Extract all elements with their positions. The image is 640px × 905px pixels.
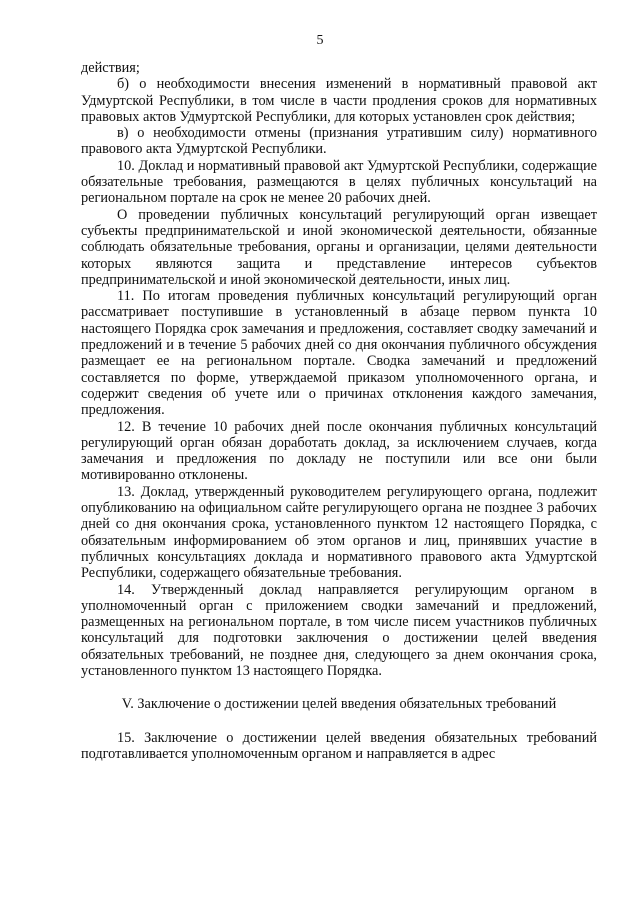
paragraph-13: 13. Доклад, утвержденный руководителем регулирующего органа, подлежит опубликованию на официальном сайте регулирующего органа не позднее 3 рабочих дней со дня окончания срока, установленного пунктом 12 настоящего Порядка, с обязательным информированием об этом органов и лиц, принявших участие в публичных консультациях доклада и нормативного правового акта Удмуртской Республики, содержащего обязательные требования. bbox=[81, 483, 597, 582]
paragraph-15: 15. Заключение о достижении целей введения обязательных требований подготавливается уполномоченным органом и направляется в адрес bbox=[81, 729, 597, 762]
paragraph-10: 10. Доклад и нормативный правовой акт Удмуртской Республики, содержащие обязательные требования, размещаются в целях публичных консультаций на региональном портале на срок не менее 20 рабочих дней. bbox=[81, 157, 597, 207]
document-body bbox=[81, 60, 597, 762]
section-heading: V. Заключение о достижении целей введения обязательных требований bbox=[121, 696, 557, 713]
paragraph-12: 12. В течение 10 рабочих дней после окончания публичных консультаций регулирующий орган обязан доработать доклад, за исключением случаев, когда замечания и предложения по докладу не поступили или все они были мотивированно отклонены. bbox=[81, 418, 597, 484]
paragraph-11: 11. По итогам проведения публичных консультаций регулирующий орган рассматривает поступившие в установленный в абзаце первом пункта 10 настоящего Порядка срок замечания и предложения, составляет сводку замечаний и предложений и в течение 5 рабочих дней со дня окончания публичного обсуждения размещает ее на региональном портале. Сводка замечаний и предложений составляется по форме, утверждаемой приказом уполномоченного органа, и содержит сведения об учете или о причинах отклонения каждого замечания, предложения. bbox=[81, 288, 597, 419]
paragraph-item-v: в) о необходимости отмены (признания утратившим силу) нормативного правового акта Удмуртской Республики. bbox=[81, 125, 597, 158]
paragraph-continuation: действия; bbox=[81, 60, 140, 76]
paragraph-14: 14. Утвержденный доклад направляется регулирующим органом в уполномоченный орган с приложением сводки замечаний и предложений, размещенных на региональном портале, в том числе писем участников публичных консультаций для подготовки заключения о достижении целей введения обязательных требований, не позднее дня, следующего за днем окончания срока, установленного пунктом 13 настоящего Порядка. bbox=[81, 581, 597, 679]
page-number: 5 bbox=[316, 33, 324, 48]
paragraph-item-b: б) о необходимости внесения изменений в нормативный правовой акт Удмуртской Республики, в том числе в части продления сроков для нормативных правовых актов Удмуртской Республики, для которых установлен срок действия; bbox=[81, 76, 597, 125]
paragraph-10-notice: О проведении публичных консультаций регулирующий орган извещает субъекты предпринимательской и иной экономической деятельности, обязанные соблюдать обязательные требования, органы и организации, целями деятельности которых являются защита и представление интересов субъектов предпринимательской и иной экономической деятельности, иных лиц. bbox=[81, 206, 597, 288]
